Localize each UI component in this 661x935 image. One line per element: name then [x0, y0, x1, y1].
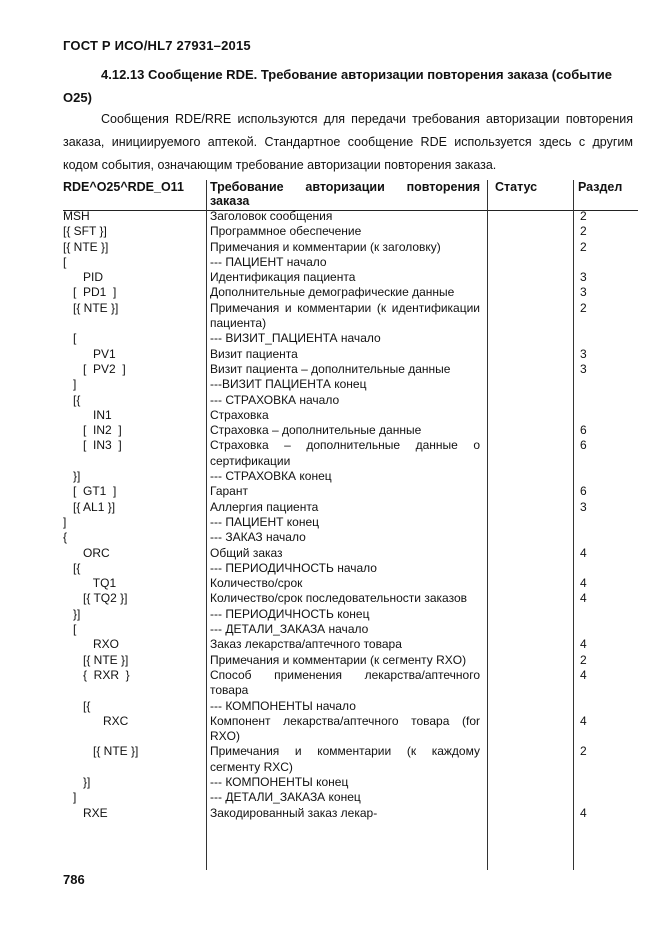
- section-cell: 6: [580, 484, 587, 499]
- table-row: [63, 806, 638, 821]
- table-row: [63, 408, 638, 423]
- header-status: Статус: [495, 180, 538, 194]
- description-cell: --- СТРАХОВКА начало: [210, 392, 340, 407]
- section-cell: 4: [580, 805, 587, 820]
- segment-cell: [{ NTE }]: [63, 652, 129, 667]
- segment-cell: [: [63, 254, 67, 269]
- table-header: [63, 180, 638, 211]
- segment-cell: ]: [63, 790, 77, 805]
- section-cell: 4: [580, 667, 587, 682]
- table-row: [63, 744, 638, 775]
- description-cell: --- ЗАКАЗ начало: [210, 530, 306, 545]
- table-row: [63, 270, 638, 285]
- segment-cell: [{ TQ2 }]: [63, 591, 128, 606]
- table-row: [63, 240, 638, 255]
- table-row: [63, 285, 638, 300]
- description-cell: --- ПАЦИЕНТ начало: [210, 254, 327, 269]
- description-cell: --- КОМПОНЕНТЫ начало: [210, 698, 356, 713]
- segment-cell: [: [63, 331, 77, 346]
- page-number: 786: [63, 872, 85, 887]
- section-cell: 2: [580, 224, 587, 239]
- table-row: [63, 377, 638, 392]
- segment-cell: [{ SFT }]: [63, 224, 107, 239]
- intro-paragraph: [63, 108, 633, 177]
- table-row: [63, 561, 638, 576]
- table-row: [63, 500, 638, 515]
- section-title-text: Сообщение RDE. Требование авторизации повторения заказа (событие O25): [63, 67, 612, 105]
- description-cell: --- ВИЗИТ_ПАЦИЕНТА начало: [210, 331, 381, 346]
- description-cell: Заголовок сообщения: [210, 209, 333, 223]
- description-cell: Дополнительные демографические данные: [210, 285, 455, 300]
- section-cell: 6: [580, 423, 587, 438]
- segment-cell: [ IN3 ]: [63, 438, 122, 453]
- segment-cell: [{: [63, 698, 91, 713]
- description-cell: --- СТРАХОВКА конец: [210, 469, 332, 484]
- description-cell: --- ПАЦИЕНТ конец: [210, 514, 320, 529]
- segment-cell: [{ NTE }]: [63, 300, 119, 315]
- description-cell: --- ПЕРИОДИЧНОСТЬ конец: [210, 606, 370, 621]
- section-cell: 3: [580, 270, 587, 285]
- section-cell: 2: [580, 239, 587, 254]
- description-cell: Страховка: [210, 407, 269, 422]
- description-cell: Программное обеспечение: [210, 224, 362, 239]
- segment-cell: ]: [63, 377, 77, 392]
- description-cell: Примечания и комментарии (к сегменту RXO): [210, 652, 467, 667]
- description-cell: Страховка – дополнительные данные: [210, 423, 422, 438]
- description-cell: Идентификация пациента: [210, 270, 356, 285]
- segment-cell: }]: [63, 774, 91, 789]
- segment-cell: [ PD1 ]: [63, 285, 117, 300]
- segment-cell: [{: [63, 560, 81, 575]
- description-cell: Примечания и комментарии (к заголовку): [210, 239, 441, 254]
- section-cell: 3: [580, 361, 587, 376]
- section-cell: 2: [580, 300, 587, 315]
- table-row: [63, 209, 638, 224]
- description-cell: Визит пациента: [210, 346, 298, 361]
- description-cell: Визит пациента – дополнительные данные: [210, 361, 451, 376]
- segment-cell: [{ NTE }]: [63, 744, 139, 759]
- table-row: [63, 622, 638, 637]
- table-row: [63, 714, 638, 745]
- header-section: Раздел: [578, 180, 623, 194]
- segment-cell: [{: [63, 392, 81, 407]
- segment-cell: ORC: [63, 545, 110, 560]
- section-cell: 3: [580, 346, 587, 361]
- description-cell: Гарант: [210, 484, 248, 499]
- description-cell: Аллергия пациента: [210, 499, 319, 514]
- description-cell: Примечания и комментарии (к каждому сегменту RXC): [210, 744, 480, 774]
- table-row: [63, 546, 638, 561]
- segment-cell: [ GT1 ]: [63, 484, 117, 499]
- section-cell: 6: [580, 438, 587, 453]
- segment-cell: RXE: [63, 805, 108, 820]
- document-header: ГОСТ Р ИСО/HL7 27931–2015: [63, 38, 251, 53]
- table-row: [63, 484, 638, 499]
- segment-cell: }]: [63, 469, 81, 484]
- description-cell: ---ВИЗИТ ПАЦИЕНТА конец: [210, 377, 367, 392]
- section-title: [63, 63, 633, 109]
- description-cell: --- КОМПОНЕНТЫ конец: [210, 774, 349, 789]
- description-cell: --- ДЕТАЛИ_ЗАКАЗА начало: [210, 622, 369, 637]
- table-row: [63, 530, 638, 545]
- segment-cell: IN1: [63, 407, 112, 422]
- table-row: [63, 347, 638, 362]
- table-row: [63, 775, 638, 790]
- header-description: Требование авторизации повторения заказа: [210, 180, 480, 208]
- segment-cell: PV1: [63, 346, 116, 361]
- section-cell: 4: [580, 713, 587, 728]
- table-row: [63, 331, 638, 346]
- description-cell: Заказ лекарства/аптечного товара: [210, 637, 402, 652]
- description-cell: Примечания и комментарии (к идентификации пациента): [210, 300, 480, 331]
- description-cell: Способ применения лекарства/аптечного товара: [210, 667, 480, 698]
- segment-cell: { RXR }: [63, 667, 130, 682]
- table-row: [63, 637, 638, 652]
- segment-cell: TQ1: [63, 576, 117, 591]
- table-row: [63, 423, 638, 438]
- section-cell: 3: [580, 499, 587, 514]
- table-row: [63, 362, 638, 377]
- table-row: [63, 607, 638, 622]
- description-cell: Количество/срок последовательности заказов: [210, 591, 467, 606]
- segment-cell: ]: [63, 514, 67, 529]
- segment-cell: RXC: [63, 713, 129, 728]
- table-row: [63, 591, 638, 606]
- description-cell: Количество/срок: [210, 576, 303, 591]
- intro-text: Сообщения RDE/RRE используются для передачи требования авторизации повторения заказа, инициируемого аптекой. Стандартное сообщение RDE используется здесь с другим кодом события, означающим требование авторизации повторения заказа.: [63, 112, 633, 172]
- table-row: [63, 515, 638, 530]
- segment-cell: }]: [63, 606, 81, 621]
- segment-cell: PID: [63, 270, 104, 285]
- section-cell: 4: [580, 637, 587, 652]
- segment-cell: [ IN2 ]: [63, 423, 122, 438]
- table-row: [63, 790, 638, 805]
- section-cell: 2: [580, 744, 587, 759]
- table-row: [63, 438, 638, 469]
- table-row: [63, 224, 638, 239]
- section-cell: 4: [580, 576, 587, 591]
- section-cell: 4: [580, 591, 587, 606]
- table-row: [63, 301, 638, 332]
- table-row: [63, 668, 638, 699]
- segment-table: [63, 209, 638, 821]
- header-message-structure: RDE^O25^RDE_O11: [63, 180, 184, 194]
- section-cell: 2: [580, 209, 587, 223]
- description-cell: Компонент лекарства/аптечного товара (for RXO): [210, 713, 480, 744]
- segment-cell: [ PV2 ]: [63, 361, 126, 376]
- description-cell: Закодированный заказ лекар-: [210, 805, 378, 820]
- segment-cell: MSH: [63, 209, 90, 223]
- table-row: [63, 653, 638, 668]
- table-row: [63, 393, 638, 408]
- description-cell: --- ДЕТАЛИ_ЗАКАЗА конец: [210, 790, 361, 805]
- segment-cell: [{ AL1 }]: [63, 499, 116, 514]
- section-cell: 3: [580, 285, 587, 300]
- table-row: [63, 576, 638, 591]
- segment-cell: [: [63, 622, 77, 637]
- section-number: 4.12.13: [101, 67, 145, 82]
- description-cell: Страховка – дополнительные данные о сертификации: [210, 438, 480, 468]
- segment-cell: [{ NTE }]: [63, 239, 109, 254]
- section-cell: 2: [580, 652, 587, 667]
- table-row: [63, 255, 638, 270]
- table-row: [63, 699, 638, 714]
- segment-cell: RXO: [63, 637, 120, 652]
- table-row: [63, 469, 638, 484]
- segment-cell: {: [63, 530, 68, 545]
- description-cell: --- ПЕРИОДИЧНОСТЬ начало: [210, 560, 377, 575]
- description-cell: Общий заказ: [210, 545, 283, 560]
- section-cell: 4: [580, 545, 587, 560]
